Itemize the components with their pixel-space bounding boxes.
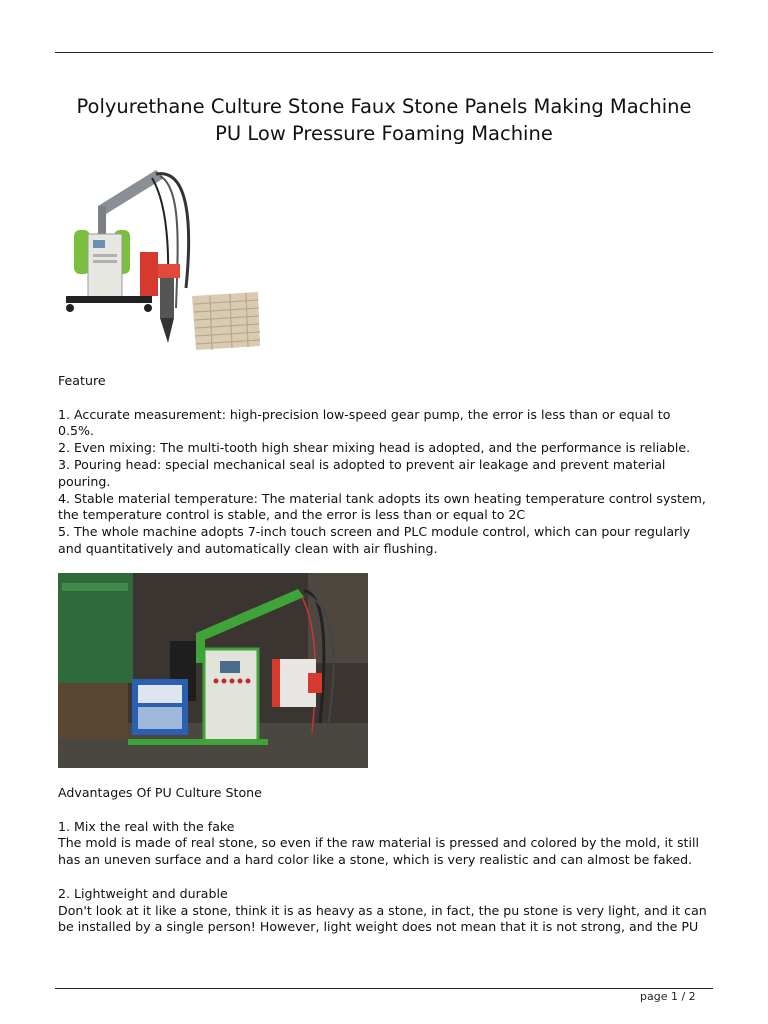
foaming-machine-photo bbox=[60, 168, 265, 353]
feature-line: 2. Even mixing: The multi-tooth high shear mixing head is adopted, and the performance is reliable. bbox=[58, 440, 691, 456]
top-rule bbox=[55, 52, 713, 53]
advantage-1-line: has an uneven surface and a hard color like a stone, which is very realistic and can almost be faked. bbox=[58, 852, 693, 868]
feature-line: 0.5%. bbox=[58, 423, 94, 439]
advantage-2-title: 2. Lightweight and durable bbox=[58, 885, 228, 901]
advantages-section bbox=[58, 785, 718, 936]
title-line-2: PU Low Pressure Foaming Machine bbox=[215, 122, 553, 145]
advantage-2-line: be installed by a single person! However, light weight does not mean that it is not strong, and the PU bbox=[58, 919, 699, 935]
title-line-1: Polyurethane Culture Stone Faux Stone Panels Making Machine bbox=[76, 95, 692, 118]
feature-line: 5. The whole machine adopts 7-inch touch screen and PLC module control, which can pour regularly bbox=[58, 524, 691, 540]
advantage-1-line: The mold is made of real stone, so even if the raw material is pressed and colored by the mold, it still bbox=[58, 835, 699, 851]
feature-line: 1. Accurate measurement: high-precision low-speed gear pump, the error is less than or equal to bbox=[58, 406, 671, 422]
feature-section bbox=[58, 373, 718, 558]
page-title bbox=[40, 93, 728, 147]
feature-line: and quantitatively and automatically clean with air flushing. bbox=[58, 540, 438, 556]
advantage-2-line: Don't look at it like a stone, think it is as heavy as a stone, in fact, the pu stone is very light, and it can bbox=[58, 902, 707, 918]
advantage-1-title: 1. Mix the real with the fake bbox=[58, 818, 235, 834]
advantages-heading: Advantages Of PU Culture Stone bbox=[58, 785, 262, 800]
feature-line: pouring. bbox=[58, 473, 111, 489]
feature-line: 3. Pouring head: special mechanical seal is adopted to prevent air leakage and prevent material bbox=[58, 456, 666, 472]
feature-line: the temperature control is stable, and the error is less than or equal to 2C bbox=[58, 507, 526, 523]
page-number: page 1 / 2 bbox=[640, 990, 696, 1003]
feature-heading: Feature bbox=[58, 373, 106, 388]
workshop-machine-photo bbox=[58, 573, 368, 768]
feature-line: 4. Stable material temperature: The material tank adopts its own heating temperature control system, bbox=[58, 490, 706, 506]
bottom-rule bbox=[55, 988, 713, 989]
